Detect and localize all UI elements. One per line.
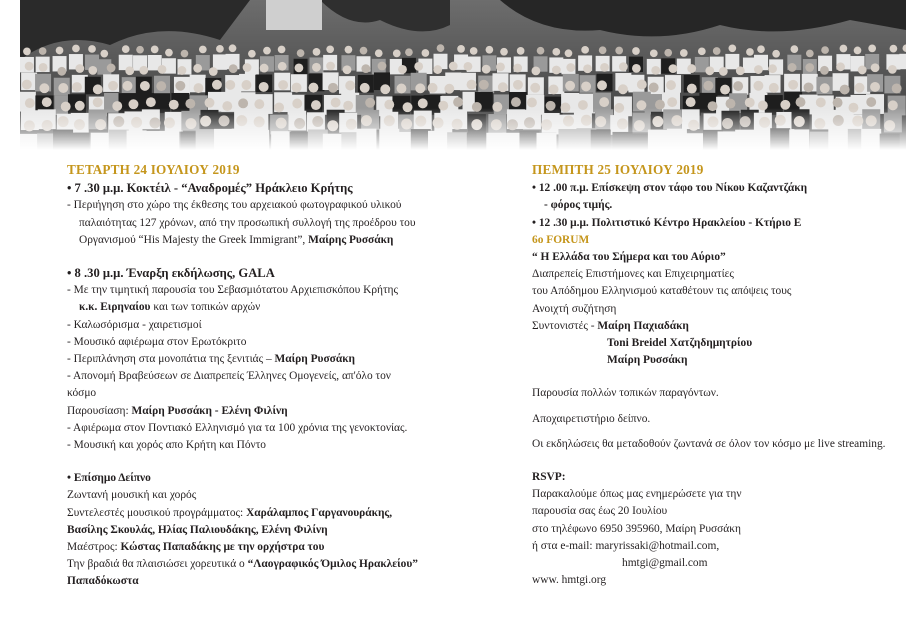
day1-event2-line5-name: Μαίρη Ρυσσάκη: [274, 353, 355, 366]
day1-event2-line5: [67, 351, 492, 368]
rsvp-website[interactable]: www. hmtgi.org: [532, 574, 607, 587]
day1-event2-line9: - Αφιέρωμα στον Ποντιακό Ελληνισμό για τα 100 χρόνια της γενοκτονίας.: [67, 421, 408, 434]
day1-event3-maestro: Κώστας Παπαδάκης με την ορχήστρα του: [120, 541, 325, 554]
day2-forum-label: 6ο FORUM: [532, 233, 590, 246]
day1-event2-line8: [67, 403, 492, 420]
day1-event2-line1: - Με την τιμητική παρουσία του Σεβασμιότατου Αρχιεπισκόπου Κρήτης: [67, 284, 399, 297]
rsvp-email2[interactable]: hmtgi@gmail.com: [622, 557, 708, 570]
day1-event2-line2: [67, 299, 492, 316]
day1-event3-line5-text: Την βραδιά θα πλαισιώσει χορευτικά ο: [67, 558, 248, 571]
day2-event1-b: - φόρος τιμής.: [544, 199, 613, 212]
day1-event2-line8-text: Παρουσίαση:: [67, 404, 132, 417]
day2-para2: Αποχαιρετιστήριο δείπνο.: [532, 412, 651, 425]
day2-moderator3: Μαίρη Ρυσσάκη: [607, 354, 688, 367]
day1-event2-title: • 8 .30 μ.μ. Έναρξη εκδήλωσης, GALA: [67, 266, 275, 281]
day1-event2-line6: - Απονομή Βραβεύσεων σε Διαπρεπείς Έλληνες Ομογενείς, απ'όλο τον: [67, 370, 391, 383]
day1-event3-line4: [67, 539, 492, 556]
crowd-photo: [20, 0, 906, 150]
day1-event3-musician1: Χαράλαμπος Γαργανουράκης,: [246, 506, 393, 519]
day2-forum-line4: [532, 318, 904, 335]
day1-event2-presenters: Μαίρη Ρυσσάκη - Ελένη Φιλίνη: [131, 404, 288, 417]
day1-event3-line6: Παπαδόκωστα: [67, 575, 139, 588]
day2-event2-a: • 12 .30 μ.μ. Πολιτιστικό Κέντρο Ηρακλείου - Κτήριο Ε: [532, 216, 802, 229]
day1-event3-line1: Ζωντανή μουσική και χορός: [67, 489, 197, 502]
day1-event3-line2-text: Συντελεστές μουσικού προγράμματος:: [67, 506, 247, 519]
day2-forum-line3: Ανοιχτή συζήτηση: [532, 302, 617, 315]
day1-event3-line5: [67, 556, 492, 573]
day1-event2-line10: - Μουσική και χορός απο Κρήτη και Πόντο: [67, 439, 266, 452]
rsvp-line2: παρουσία σας έως 20 Ιουλίου: [532, 505, 668, 518]
day1-event3-musicians: Βασίλης Σκουλάς, Ηλίας Παλιουδάκης, Ελένη Φιλίνη: [67, 523, 328, 536]
day1-event3-dance-group: “Λαογραφικός Όμιλος Ηρακλείου”: [247, 558, 418, 571]
day2-date: ΠΕΜΠΤΗ 25 ΙΟΥΛΙΟΥ 2019: [532, 162, 704, 177]
rsvp-line4: ή στα e-mail: maryrissaki@hotmail.com,: [532, 539, 720, 552]
day1-event2-archbishop: κ.κ. Ειρηναίου: [79, 301, 151, 314]
day2-para3: Οι εκδηλώσεις θα μεταδοθούν ζωντανά σε όλον τον κόσμο με live streaming.: [532, 437, 886, 450]
rsvp-heading: RSVP:: [532, 471, 566, 484]
day2-forum-line2: του Απόδημου Ελληνισμού καταθέτουν τις απόψεις τους: [532, 285, 792, 298]
crowd-photo-graphic: [20, 0, 906, 150]
day2-event1-a: • 12 .00 π.μ. Επίσκεψη στον τάφο του Νίκου Καζαντζάκη: [532, 182, 808, 195]
day1-event2-line5-text: - Περιπλάνηση στα μονοπάτια της ξενιτιάς –: [67, 353, 275, 366]
day2-moderator2: Toni Breidel Χατζηδημητρίου: [607, 337, 753, 350]
day1-event3-title: • Επίσημο Δείπνο: [67, 472, 151, 485]
day1-event1-host: Μαίρης Ρυσσάκη: [308, 233, 394, 246]
day1-event2-line7: κόσμο: [67, 387, 97, 400]
day1-event2-line4: - Μουσικό αφιέρωμα στον Ερωτόκριτο: [67, 335, 247, 348]
rsvp-line3: στο τηλέφωνο 6950 395960, Μαίρη Ρυσσάκη: [532, 522, 741, 535]
day1-event1-title: • 7 .30 μ.μ. Κοκτέιλ - “Αναδρομές” Ηράκλειο Κρήτης: [67, 181, 353, 196]
day2-forum-line4-text: Συντονιστές -: [532, 319, 598, 332]
day2-forum-line1: Διαπρεπείς Επιστήμονες και Επιχειρηματίες: [532, 268, 734, 281]
day2-column: [532, 161, 904, 589]
day1-event1-desc-b: παλαιότητας 127 χρόνων, από την προσωπική συλλογή της προέδρου του: [79, 216, 416, 229]
day2-forum-title: “ Η Ελλάδα του Σήμερα και του Αύριο”: [532, 251, 726, 264]
day2-moderator1: Μαίρη Παχιαδάκη: [597, 319, 689, 332]
day1-event2-line3: - Καλωσόρισμα - χαιρετισμοί: [67, 318, 202, 331]
day1-event3-line2: [67, 505, 492, 522]
day1-date: ΤΕΤΑΡΤΗ 24 ΙΟΥΛΙΟΥ 2019: [67, 162, 240, 177]
rsvp-line1: Παρακαλούμε όπως μας ενημερώσετε για την: [532, 488, 742, 501]
day2-para1: Παρουσία πολλών τοπικών παραγόντων.: [532, 387, 719, 400]
day1-event2-line2-rest: και των τοπικών αρχών: [150, 301, 261, 314]
day1-event1-desc-c-text: Οργανισμού “His Majesty the Greek Immigrant”,: [79, 233, 309, 246]
day1-event1-desc-a: - Περιήγηση στο χώρο της έκθεσης του αρχειακού φωτογραφικού υλικού: [67, 199, 402, 212]
day1-event1-desc-c: [67, 232, 492, 249]
day1-column: [67, 161, 492, 591]
day1-event3-line4-text: Μαέστρος:: [67, 541, 121, 554]
